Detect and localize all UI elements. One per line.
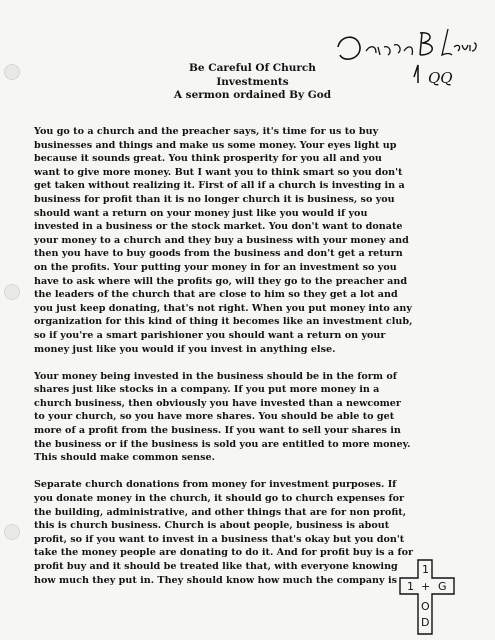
text-line: profit, so if you want to invest in a business that's okay but you don't: [34, 533, 405, 545]
text-line: You go to a church and the preacher says, it's time for us to buy: [34, 126, 379, 137]
punch-hole-middle: [4, 284, 20, 300]
text-line: because it sounds great. You think prosperity for you all and you: [34, 153, 382, 165]
text-line: businesses and things and make us some money. Your eyes light up: [34, 139, 397, 151]
text-line: your money to a church and they buy a business with your money and: [34, 234, 409, 246]
text-line: want to give more money. But I want you to think smart so you don't: [34, 166, 403, 178]
text-line: church business, then obviously you have invested than a newcomer: [34, 397, 401, 409]
sermon-title-block: [150, 62, 355, 103]
text-line: to your church, so you have more shares. You should be able to get: [34, 411, 395, 423]
text-line: so if you're a smart parishioner you should want a return on your: [34, 329, 386, 341]
text-line: you just keep donating, that's not right. When you put money into any: [34, 302, 412, 314]
text-line: the building, administrative, and other things that are for non profit,: [34, 506, 407, 518]
text-line: the leaders of the church that are close to him so they get a lot and: [34, 289, 398, 301]
paragraph-2: [34, 370, 476, 465]
title-line-1: Be Careful Of Church: [189, 62, 316, 74]
text-line: take the money people are donating to do it. And for profit buy is a for: [34, 547, 414, 559]
text-line: Separate church donations from money for investment purposes. If: [34, 479, 397, 491]
text-line: Your money being invested in the business should be in the form of: [34, 370, 397, 382]
title-line-2: Investments: [216, 75, 289, 88]
cross-left: 1: [407, 580, 414, 593]
text-line: how much they put in. They should know how much the company is: [34, 574, 397, 586]
text-line: This should make common sense.: [34, 452, 215, 464]
paragraph-1: [34, 125, 476, 356]
text-line: you donate money in the church, it should go to church expenses for: [34, 493, 405, 505]
subtitle: A sermon ordained By God: [173, 89, 332, 101]
text-line: organization for this kind of thing it becomes like an investment club,: [34, 316, 413, 328]
handdrawn-cross-icon: [398, 558, 458, 636]
cross-center: +: [421, 580, 431, 593]
text-line: this is church business. Church is about people, business is about: [34, 520, 390, 532]
sermon-body: [34, 125, 476, 601]
text-line: invested in a business or the stock market. You don't want to donate: [34, 221, 403, 233]
cross-right: G: [438, 580, 447, 593]
text-line: money just like you would if you invest in anything else.: [34, 343, 336, 355]
punch-hole-bottom: [4, 524, 20, 540]
text-line: should want a return on your money just like you would if you: [34, 207, 368, 219]
text-line: on the profits. Your putting your money in for an investment so you: [34, 261, 397, 273]
punch-hole-top: [4, 64, 20, 80]
text-line: shares just like stocks in a company. If you put more money in a: [34, 384, 380, 396]
text-line: get taken without realizing it. First of all if a church is investing in a: [34, 180, 405, 192]
cross-lower-1: O: [421, 600, 430, 613]
svg-text:QQ: QQ: [428, 69, 453, 87]
text-line: the business or if the business is sold you are entitled to more money.: [34, 438, 411, 450]
text-line: business for profit than it is no longer church it is business, so you: [34, 193, 395, 205]
text-line: then you have to buy goods from the business and don't get a return: [34, 248, 403, 260]
text-line: have to ask where will the profits go, will they go to the preacher and: [34, 275, 408, 287]
text-line: more of a profit from the business. If you want to sell your shares in: [34, 425, 401, 437]
cross-lower-2: D: [421, 616, 430, 629]
cross-top: 1: [422, 563, 429, 576]
text-line: profit buy and it should be treated like that, with everyone knowing: [34, 561, 398, 572]
